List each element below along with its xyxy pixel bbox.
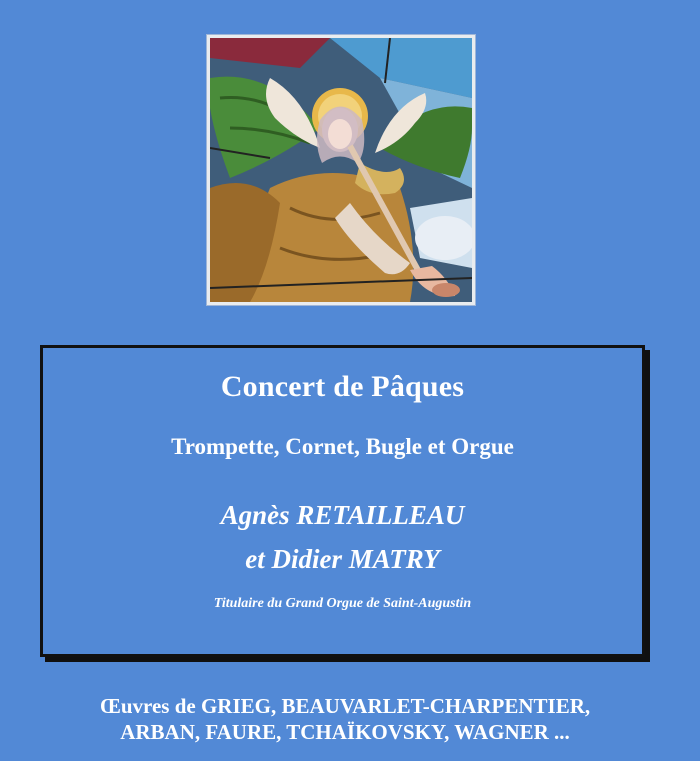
stained-glass-image — [207, 35, 475, 305]
performer-line-2: et Didier MATRY — [245, 544, 440, 574]
performer-role: Titulaire du Grand Orgue de Saint-Augustin — [213, 596, 472, 611]
program-line-1: Œuvres de GRIEG, BEAUVARLET-CHARPENTIER, — [99, 694, 591, 718]
instruments-line: Trompette, Cornet, Bugle et Orgue — [171, 434, 514, 459]
concert-title: Concert de Pâques — [220, 370, 465, 403]
performer-line-1: Agnès RETAILLEAU — [220, 500, 465, 530]
angel-trumpet-illustration — [210, 38, 472, 302]
program-line-2: ARBAN, FAURE, TCHAÏKOVSKY, WAGNER ... — [120, 720, 570, 744]
concert-info-panel — [40, 345, 645, 657]
